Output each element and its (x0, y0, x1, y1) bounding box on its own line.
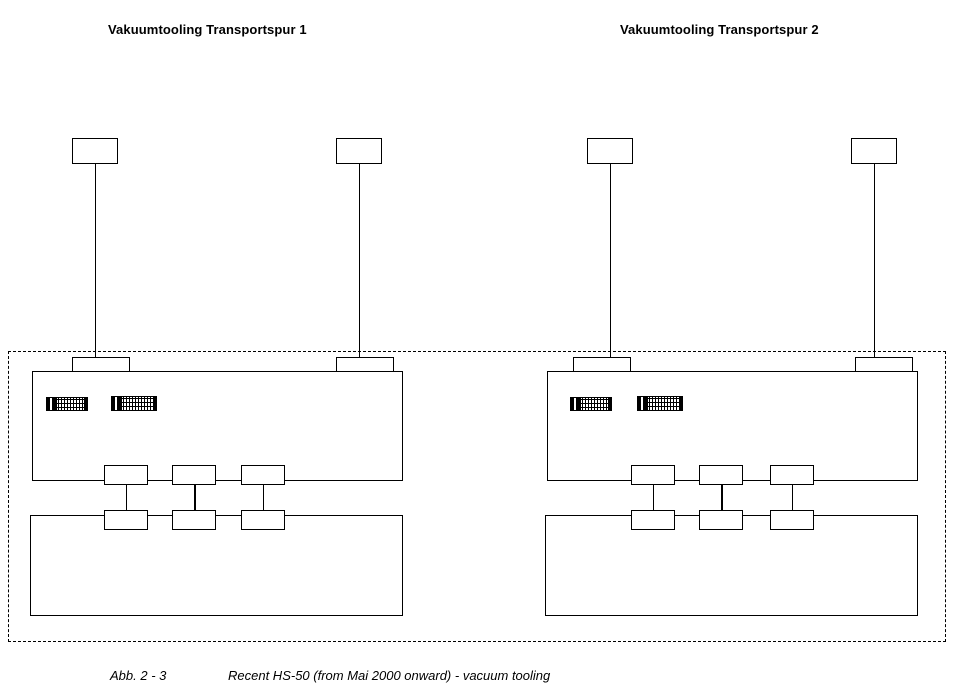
connector-a-2 (570, 397, 612, 411)
valve-link-2-2 (721, 485, 723, 510)
lower-panel-1 (30, 515, 403, 616)
figure-number: Abb. 2 - 3 (110, 668, 167, 683)
valve-lower-1-1 (104, 510, 148, 530)
valve-upper-2-1 (631, 465, 675, 485)
top-unit-right-1 (336, 138, 382, 164)
top-unit-right-2 (851, 138, 897, 164)
connector-b-1 (111, 396, 157, 411)
top-unit-left-2 (587, 138, 633, 164)
drop-line-right-1 (359, 164, 360, 357)
diagram-title-track-2: Vakuumtooling Transportspur 2 (620, 22, 819, 37)
valve-link-1-2 (194, 485, 196, 510)
connector-a-1 (46, 397, 88, 411)
valve-lower-1-3 (241, 510, 285, 530)
valve-lower-1-2 (172, 510, 216, 530)
valve-lower-2-3 (770, 510, 814, 530)
drop-line-right-2 (874, 164, 875, 357)
diagram-title-track-1: Vakuumtooling Transportspur 1 (108, 22, 307, 37)
valve-link-1-3 (263, 485, 264, 510)
figure-caption-text: Recent HS-50 (from Mai 2000 onward) - vacuum tooling (228, 668, 551, 683)
valve-upper-2-2 (699, 465, 743, 485)
drop-line-left-1 (95, 164, 96, 357)
valve-upper-1-3 (241, 465, 285, 485)
valve-lower-2-2 (699, 510, 743, 530)
valve-link-2-1 (653, 485, 654, 510)
valve-lower-2-1 (631, 510, 675, 530)
valve-link-2-3 (792, 485, 793, 510)
valve-link-1-1 (126, 485, 127, 510)
valve-upper-2-3 (770, 465, 814, 485)
connector-b-2 (637, 396, 683, 411)
upper-panel-1 (32, 371, 403, 481)
valve-upper-1-1 (104, 465, 148, 485)
drop-line-left-2 (610, 164, 611, 357)
valve-upper-1-2 (172, 465, 216, 485)
lower-panel-2 (545, 515, 918, 616)
top-unit-left-1 (72, 138, 118, 164)
